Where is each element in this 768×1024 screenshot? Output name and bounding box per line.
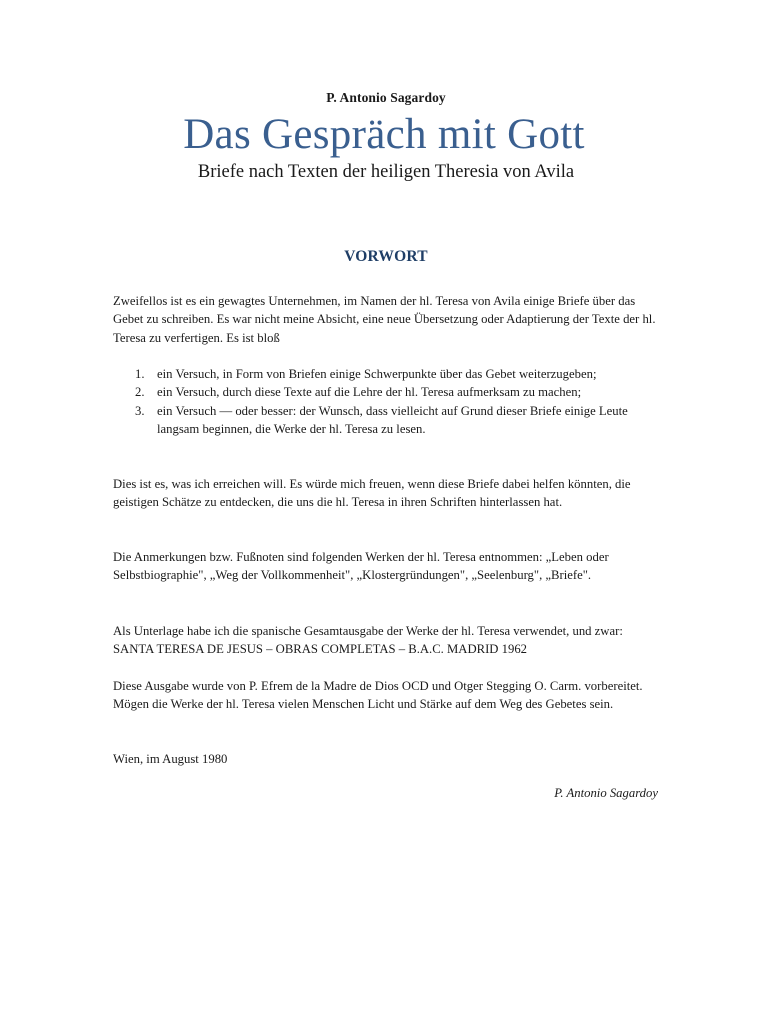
list-item-number: 3. xyxy=(135,403,145,418)
paragraph-intro: Zweifellos ist es ein gewagtes Unternehmen, im Namen der hl. Teresa von Avila einige Briefe über das Gebet zu schreiben. Es war nicht meine Absicht, eine neue Übersetzung oder Adaptierung der Texte der hl. Teresa zu verfertigen. Es ist bloß xyxy=(113,294,656,345)
signature: P. Antonio Sagardoy xyxy=(554,786,658,800)
list-item-text: ein Versuch — oder besser: der Wunsch, dass vielleicht auf Grund dieser Briefe einige Leute langsam beginnen, die Werke der hl. Teresa zu lesen. xyxy=(157,403,628,436)
paragraph-notes: Die Anmerkungen bzw. Fußnoten sind folgenden Werken der hl. Teresa entnommen: „Leben oder Selbstbiographie", „Weg der Vollkommenheit", „Klostergründungen", „Seelenburg", „Briefe". xyxy=(113,550,609,583)
author-name: P. Antonio Sagardoy xyxy=(326,90,446,105)
intent-list xyxy=(113,365,658,438)
list-item xyxy=(113,383,658,401)
list-item-number: 2. xyxy=(135,385,145,400)
document-subtitle: Briefe nach Texten der heiligen Theresia von Avila xyxy=(197,162,575,182)
list-item-text: ein Versuch, durch diese Texte auf die Lehre der hl. Teresa aufmerksam zu machen; xyxy=(157,385,582,400)
paragraph-editors: Diese Ausgabe wurde von P. Efrem de la Madre de Dios OCD und Otger Stegging O. Carm. vorbereitet. Mögen die Werke der hl. Teresa vielen Menschen Licht und Stärke auf dem Weg des Gebetes sein. xyxy=(113,679,643,712)
source-prefix: Als Unterlage habe ich die spanische Gesamtausgabe der Werke der hl. Teresa verwendet, und zwar: xyxy=(113,624,623,638)
paragraph-source xyxy=(113,622,658,659)
document-title: Das Gespräch mit Gott xyxy=(183,111,585,158)
section-heading-vorwort: VORWORT xyxy=(344,248,428,265)
source-edition: SANTA TERESA DE JESUS – OBRAS COMPLETAS – B.A.C. MADRID 1962 xyxy=(113,642,528,657)
place-date: Wien, im August 1980 xyxy=(113,752,228,766)
list-item xyxy=(113,365,658,383)
list-item-number: 1. xyxy=(135,367,145,381)
paragraph-aim: Dies ist es, was ich erreichen will. Es würde mich freuen, wenn diese Briefe dabei helfen könnten, die geistigen Schätze zu entdecken, die uns die hl. Teresa in ihren Schriften hinterlassen hat. xyxy=(113,477,631,510)
list-item-text: ein Versuch, in Form von Briefen einige Schwerpunkte über das Gebet weiterzugeben; xyxy=(157,367,597,381)
list-item xyxy=(113,402,658,439)
